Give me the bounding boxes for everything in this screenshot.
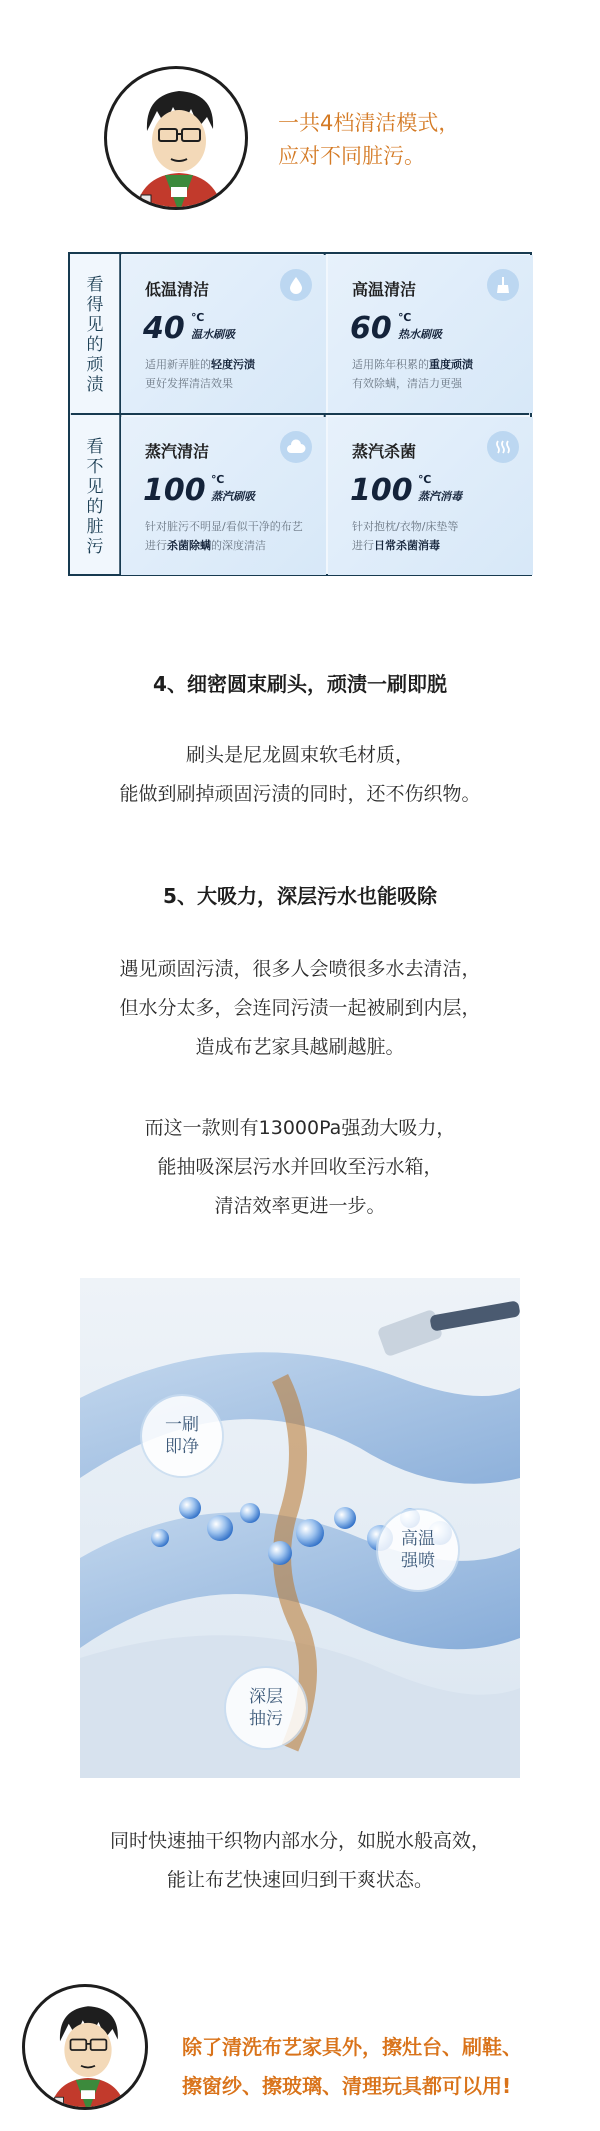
mode-description: 针对抱枕/衣物/床垫等 进行日常杀菌消毒 bbox=[352, 520, 459, 552]
label-high-temp-spray-text: 高温强喷 bbox=[401, 1529, 435, 1571]
steam-icon bbox=[487, 431, 519, 463]
section-4-heading: 4、细密圆束刷头，顽渍一刷即脱 bbox=[153, 672, 447, 696]
intro-text bbox=[278, 107, 459, 173]
cloud-icon bbox=[280, 431, 312, 463]
mode-title: 蒸汽清洁 bbox=[145, 442, 210, 461]
section-5-para2-line-2: 能抽吸深层污水并回收至污水箱， bbox=[157, 1156, 443, 1178]
intro-line-1: 一共4档清洁模式， bbox=[278, 111, 460, 135]
mode-card-steam-sterilize bbox=[328, 417, 533, 575]
mode-unit: ℃ bbox=[398, 311, 412, 324]
mode-card-low-temp bbox=[121, 255, 326, 413]
row-label-invisible-text: 看不见的脏污 bbox=[86, 437, 104, 557]
section-4-line-1: 刷头是尼龙圆束软毛材质， bbox=[185, 744, 414, 766]
label-one-brush-clean bbox=[142, 1396, 222, 1476]
water-drop-icon bbox=[280, 269, 312, 301]
closing-line-1: 同时快速抽干织物内部水分，如脱水般高效， bbox=[109, 1830, 490, 1852]
mode-card-steam-clean bbox=[121, 417, 326, 575]
label-high-temp-spray bbox=[378, 1510, 458, 1590]
mode-title: 高温清洁 bbox=[352, 280, 417, 299]
row-label-visible-stains bbox=[70, 254, 120, 416]
mode-temperature: 100 bbox=[143, 473, 206, 508]
brush-icon bbox=[487, 269, 519, 301]
mode-title: 低温清洁 bbox=[145, 280, 210, 299]
mode-unit: ℃ bbox=[418, 473, 432, 486]
bottom-note bbox=[182, 2028, 522, 2106]
label-deep-extraction bbox=[226, 1668, 306, 1748]
section-5-para2-line-3: 清洁效率更进一步。 bbox=[214, 1195, 386, 1217]
mode-method: 热水刷吸 bbox=[398, 328, 442, 341]
mode-description: 适用新弄脏的轻度污渍 更好发挥清洁效果 bbox=[145, 358, 255, 390]
mode-method: 蒸汽消毒 bbox=[418, 490, 462, 503]
mode-title: 蒸汽杀菌 bbox=[352, 442, 417, 461]
section-5-heading: 5、大吸力，深层污水也能吸除 bbox=[163, 884, 437, 908]
mode-unit: ℃ bbox=[191, 311, 205, 324]
mode-description: 针对脏污不明显/看似干净的布艺 进行杀菌除螨的深度清洁 bbox=[145, 520, 303, 552]
mode-temperature: 60 bbox=[350, 311, 392, 346]
section-5-para2-line-1: 而这一款则有13000Pa强劲大吸力， bbox=[144, 1117, 456, 1139]
closing-line-2: 能让布艺快速回归到干爽状态。 bbox=[166, 1869, 433, 1891]
intro-line-2: 应对不同脏污。 bbox=[278, 144, 425, 168]
bottom-note-line-2: 擦窗纱、擦玻璃、清理玩具都可以用! bbox=[182, 2074, 512, 2098]
mode-temperature: 100 bbox=[350, 473, 413, 508]
section-5-para1-line-3: 造成布艺家具越刷越脏。 bbox=[195, 1036, 405, 1058]
bottom-note-line-1: 除了清洗布艺家具外，擦灶台、刷鞋、 bbox=[182, 2035, 522, 2059]
mode-method: 温水刷吸 bbox=[191, 328, 235, 341]
mode-method: 蒸汽刷吸 bbox=[211, 490, 255, 503]
label-deep-extraction-text: 深层抽污 bbox=[249, 1687, 283, 1729]
cartoon-avatar-top bbox=[104, 66, 248, 210]
mode-description: 适用陈年积累的重度顽渍 有效除螨，清洁力更强 bbox=[352, 358, 473, 390]
mode-unit: ℃ bbox=[211, 473, 225, 486]
fabric-cleaning-illustration bbox=[80, 1278, 520, 1778]
mode-temperature: 40 bbox=[143, 311, 185, 346]
label-one-brush-clean-text: 一刷即净 bbox=[165, 1415, 199, 1457]
section-5-para1-line-1: 遇见顽固污渍，很多人会喷很多水去清洁， bbox=[119, 958, 481, 980]
row-label-visible-text: 看得见的顽渍 bbox=[86, 275, 104, 395]
row-label-invisible-dirt bbox=[70, 416, 120, 578]
section-5-para1-line-2: 但水分太多，会连同污渍一起被刷到内层， bbox=[119, 997, 481, 1019]
section-4-line-2: 能做到刷掉顽固污渍的同时，还不伤织物。 bbox=[119, 783, 481, 805]
cleaning-modes-table bbox=[68, 252, 532, 576]
cartoon-avatar-bottom bbox=[22, 1984, 148, 2110]
mode-card-high-temp bbox=[328, 255, 533, 413]
